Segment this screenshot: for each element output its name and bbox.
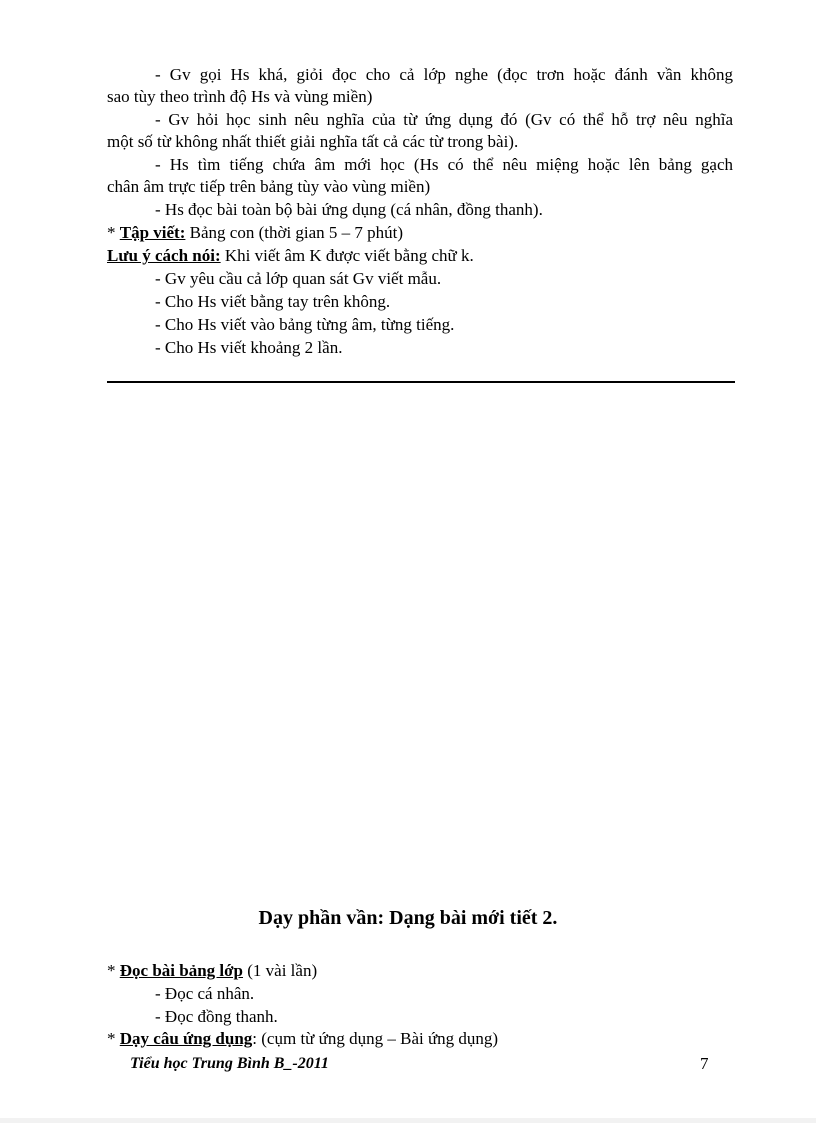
day-cau-line [107, 1028, 498, 1050]
page-number: 7 [700, 1054, 709, 1073]
day-cau-text: : (cụm từ ứng dụng – Bài ứng dụng) [252, 1029, 499, 1048]
footer-school: Tiểu học Trung Bình B_-2011 [130, 1055, 329, 1072]
tap-viet-text: Bảng con (thời gian 5 – 7 phút) [185, 223, 404, 242]
paragraph-1-line-2: sao tùy theo trình độ Hs và vùng miền) [107, 87, 373, 106]
doc-bai-line [107, 960, 317, 982]
section-title: Dạy phần vần: Dạng bài mới tiết 2. [258, 907, 558, 929]
page-bottom-edge [0, 1118, 816, 1123]
horizontal-divider [107, 381, 735, 383]
day-cau-label: Dạy câu ứng dụng [119, 1029, 253, 1048]
list-item: - Cho Hs viết bằng tay trên không. [155, 292, 391, 311]
paragraph-2-line-1: - Gv hỏi học sinh nêu nghĩa của từ ứng dụng đó (Gv có thể hỗ trợ nêu nghĩa [155, 110, 733, 129]
paragraph-3-line-2: chân âm trực tiếp trên bảng tùy vào vùng miền) [107, 177, 431, 196]
luu-y-label: Lưu ý cách nói: [107, 246, 221, 265]
luu-y-text: Khi viết âm K được viết bằng chữ k. [220, 246, 474, 265]
paragraph-4: - Hs đọc bài toàn bộ bài ứng dụng (cá nhân, đồng thanh). [155, 200, 543, 219]
list-item: - Gv yêu cầu cả lớp quan sát Gv viết mẫu. [155, 269, 442, 288]
doc-bai-text: (1 vài lần) [243, 961, 318, 980]
list-item: - Đọc cá nhân. [155, 984, 255, 1003]
tap-viet-line [107, 222, 403, 244]
paragraph-2-line-2: một số từ không nhất thiết giải nghĩa tất cả các từ trong bài). [107, 132, 519, 151]
list-item: - Cho Hs viết khoảng 2 lần. [155, 338, 343, 357]
bullet-star: * [107, 961, 120, 980]
paragraph-3-line-1: - Hs tìm tiếng chứa âm mới học (Hs có thể nêu miệng hoặc lên bảng gạch [155, 155, 733, 174]
doc-bai-label: Đọc bài bảng lớp [119, 961, 243, 980]
bullet-star: * [107, 1029, 120, 1048]
list-item: - Cho Hs viết vào bảng từng âm, từng tiếng. [155, 315, 455, 334]
bullet-star: * [107, 223, 120, 242]
list-item: - Đọc đồng thanh. [155, 1007, 278, 1026]
tap-viet-label: Tập viết: [119, 223, 186, 242]
paragraph-1-line-1: - Gv gọi Hs khá, giỏi đọc cho cả lớp nghe (đọc trơn hoặc đánh vần không [155, 65, 733, 84]
luu-y-line [107, 245, 474, 267]
